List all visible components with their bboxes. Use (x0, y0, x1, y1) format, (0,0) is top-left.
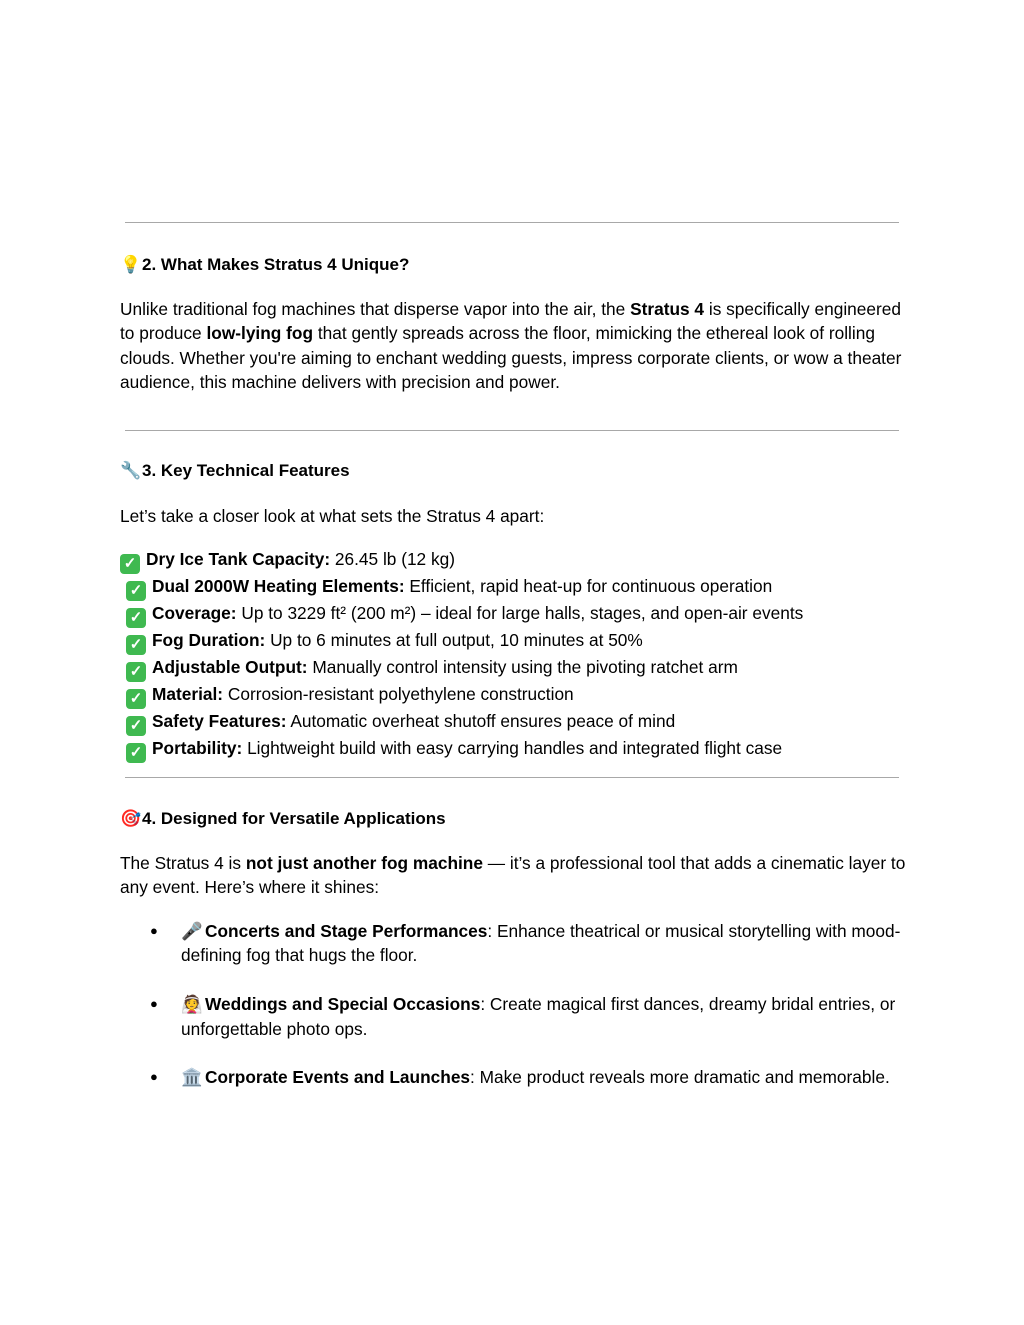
feature-text: Up to 6 minutes at full output, 10 minutes at 50% (265, 630, 643, 650)
application-label: Weddings and Special Occasions (205, 994, 481, 1015)
list-item (150, 919, 910, 968)
feature-item (120, 682, 920, 709)
application-label: Concerts and Stage Performances (205, 921, 488, 941)
feature-text: Automatic overheat shutoff ensures peace of mind (286, 711, 676, 731)
check-mark-icon: ✓ (126, 689, 146, 709)
feature-text: 26.45 lb (12 kg) (330, 549, 455, 569)
feature-label: Fog Duration: (152, 630, 266, 650)
not-just-another-emphasis: not just another fog machine (245, 853, 483, 873)
section-2-title: 2. What Makes Stratus 4 Unique? (142, 255, 410, 274)
feature-item (120, 574, 920, 601)
feature-item (120, 655, 920, 682)
classical-building-icon: 🏛️ (181, 1067, 203, 1088)
feature-list (120, 547, 920, 763)
list-item (150, 992, 910, 1041)
lightbulb-icon: 💡 (120, 255, 142, 274)
feature-text: Manually control intensity using the pivoting ratchet arm (307, 657, 738, 677)
horizontal-rule (125, 430, 899, 431)
bullet-icon: ● (150, 996, 158, 1012)
application-text: : Make product reveals more dramatic and memorable. (470, 1067, 890, 1088)
check-mark-icon: ✓ (126, 608, 146, 628)
feature-item (120, 628, 920, 655)
check-mark-icon: ✓ (120, 554, 140, 574)
applications-list (150, 919, 910, 1114)
feature-label: Safety Features: (152, 711, 287, 731)
feature-text: Up to 3229 ft² (200 m²) – ideal for large halls, stages, and open-air events (236, 603, 804, 623)
application-text: : Enhance theatrical or musical storytelling with mood-defining fog that hugs the floor. (181, 921, 901, 966)
feature-item (120, 709, 920, 736)
low-lying-fog-emphasis: low-lying fog (206, 323, 314, 344)
feature-label: Coverage: (152, 603, 237, 623)
application-text: : Create magical first dances, dreamy bridal entries, or unforgettable photo ops. (181, 994, 896, 1039)
feature-label: Adjustable Output: (152, 657, 308, 677)
horizontal-rule (125, 222, 899, 223)
list-item (150, 1065, 910, 1089)
section-2-paragraph: Unlike traditional fog machines that disperse vapor into the air, the Stratus 4 is specifically engineered to produce low-lying fog that gently spreads across the floor, mimicking the ethereal look of rolling clouds. Whether you're aiming to enchant wedding guests, impress corporate clients, or wow a theater audience, this machine delivers with precision and power. (120, 299, 902, 393)
section-3-intro: Let’s take a closer look at what sets the Stratus 4 apart: (120, 506, 545, 526)
bullet-icon: ● (150, 923, 158, 938)
bullet-icon: ● (150, 1069, 158, 1085)
stratus-4-emphasis: Stratus 4 (630, 299, 705, 319)
feature-text: Efficient, rapid heat-up for continuous operation (404, 576, 773, 596)
feature-item (120, 736, 920, 763)
check-mark-icon: ✓ (126, 743, 146, 763)
feature-item (120, 547, 920, 574)
microphone-icon: 🎤 (181, 921, 203, 941)
section-3-heading (120, 461, 350, 481)
feature-text: Corrosion-resistant polyethylene construction (223, 684, 574, 704)
section-4-heading (120, 809, 446, 829)
horizontal-rule (125, 777, 899, 778)
feature-item (120, 601, 920, 628)
section-4-paragraph: The Stratus 4 is not just another fog machine — it’s a professional tool that adds a cinematic layer to any event. Here’s where it shines: (120, 853, 906, 898)
check-mark-icon: ✓ (126, 716, 146, 736)
check-mark-icon: ✓ (126, 635, 146, 655)
section-4-title: 4. Designed for Versatile Applications (142, 809, 446, 828)
target-icon: 🎯 (120, 809, 142, 828)
section-2-heading (120, 255, 409, 275)
wrench-icon: 🔧 (120, 461, 142, 480)
feature-label: Dry Ice Tank Capacity: (146, 549, 331, 569)
check-mark-icon: ✓ (126, 581, 146, 601)
feature-text: Lightweight build with easy carrying handles and integrated flight case (242, 738, 783, 758)
feature-label: Material: (152, 684, 224, 704)
section-3-title: 3. Key Technical Features (142, 461, 350, 480)
check-mark-icon: ✓ (126, 662, 146, 682)
feature-label: Dual 2000W Heating Elements: (152, 576, 405, 596)
application-label: Corporate Events and Launches (205, 1067, 471, 1088)
feature-label: Portability: (152, 738, 243, 758)
bride-icon: 👰 (181, 994, 203, 1015)
